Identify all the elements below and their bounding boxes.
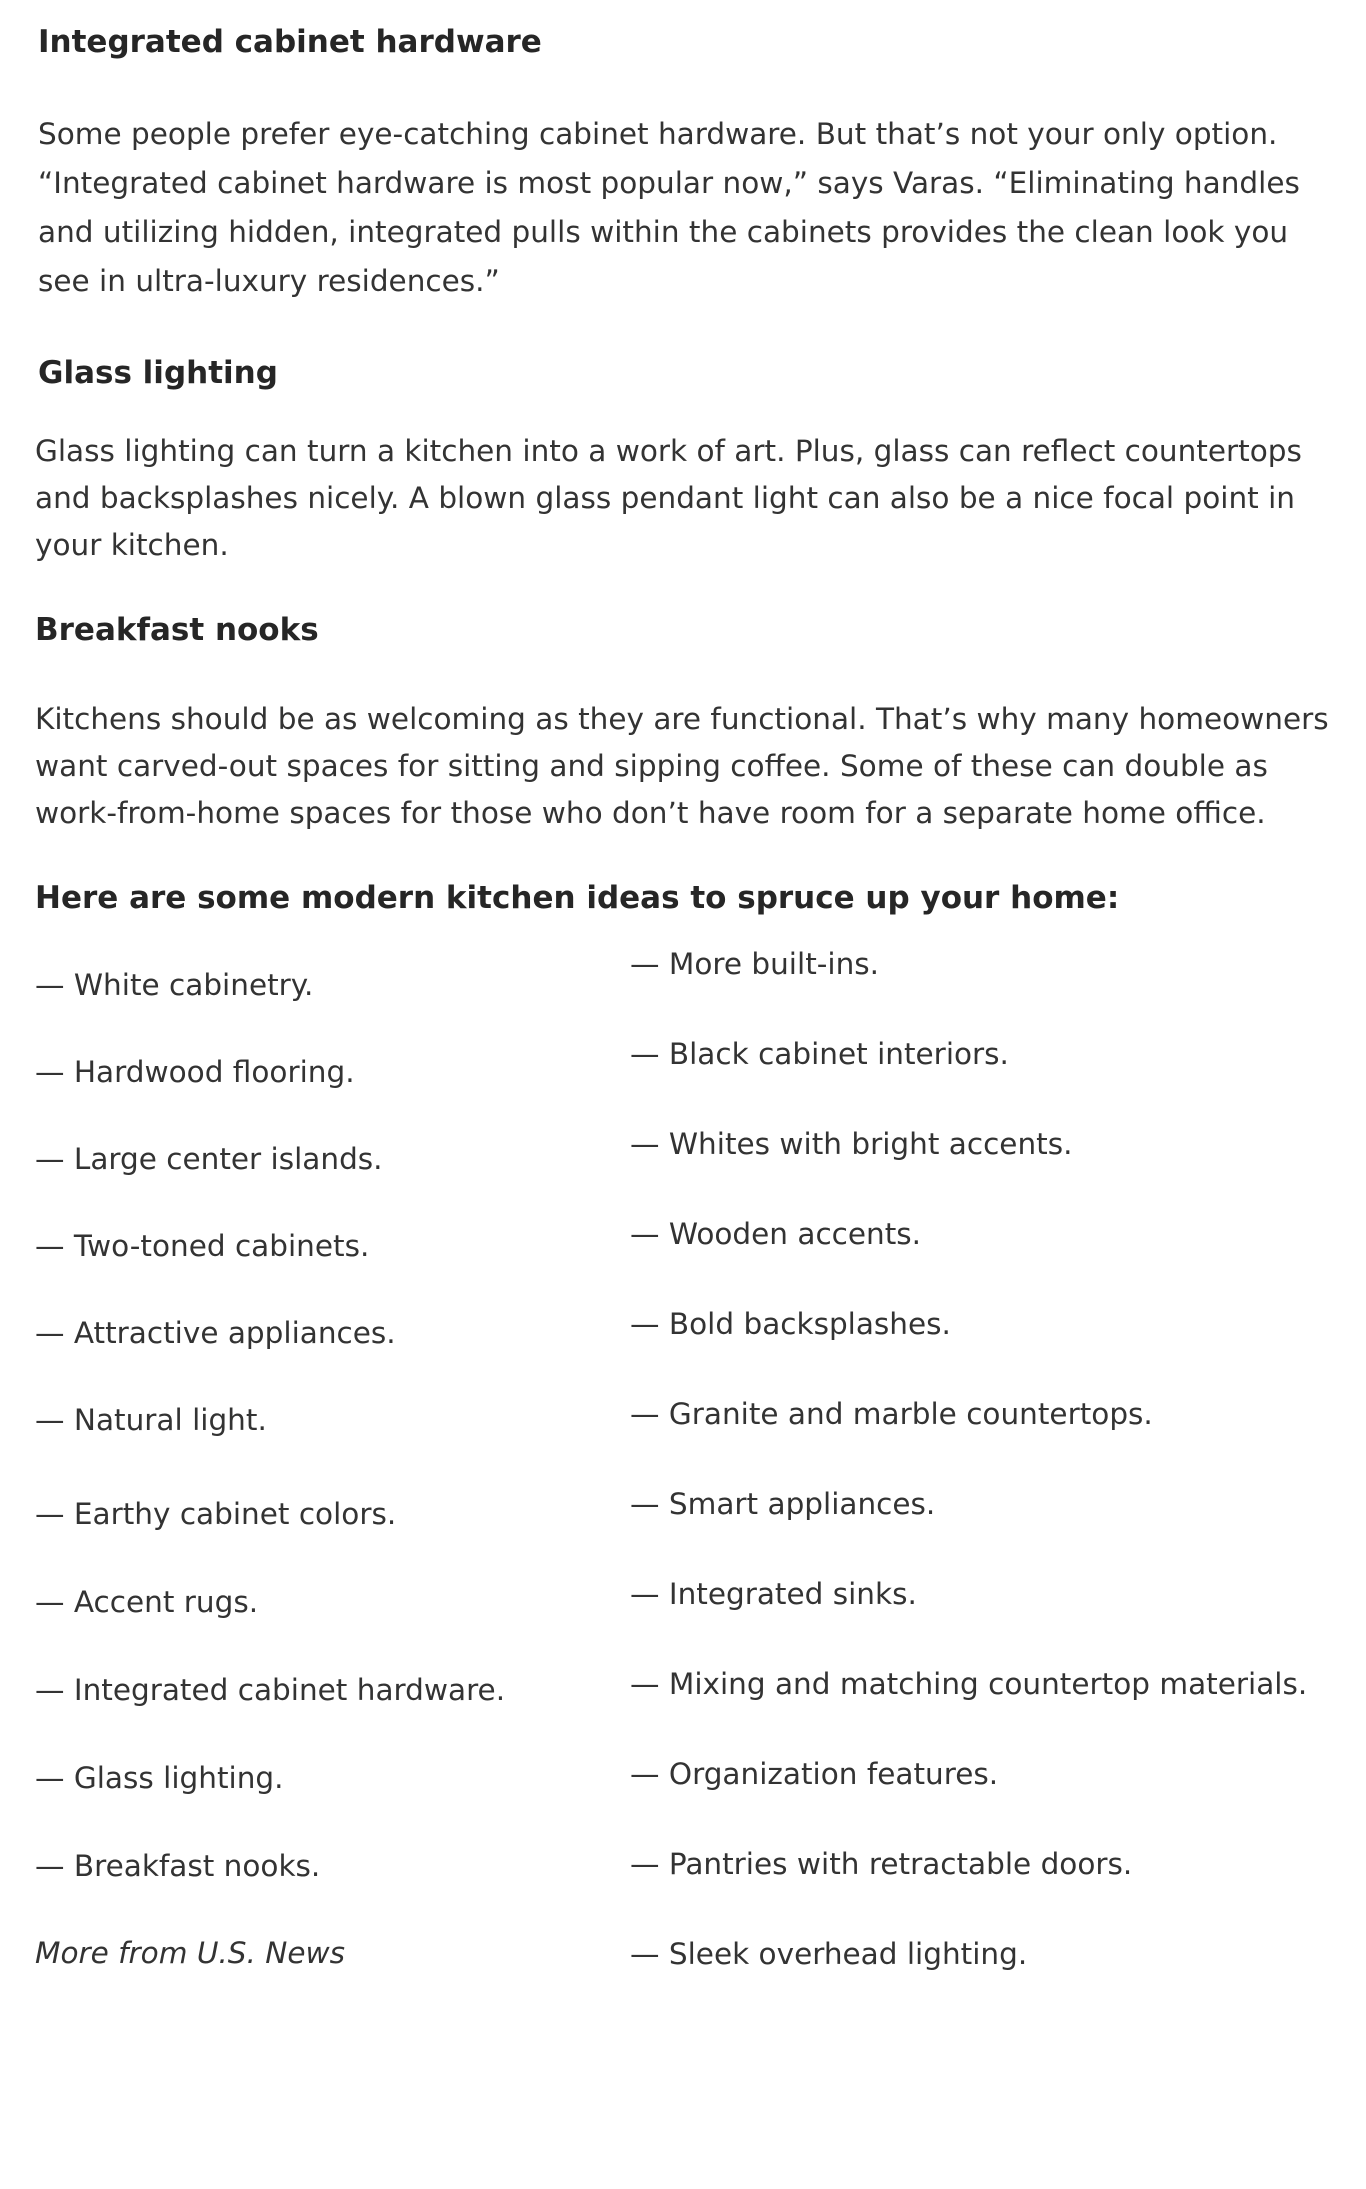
paragraph-line: “Integrated cabinet hardware is most popular now,” says Varas. “Eliminating handles xyxy=(38,166,1300,200)
list-item: — Organization features. xyxy=(630,1757,999,1791)
list-item: — Mixing and matching countertop materials. xyxy=(630,1667,1308,1701)
list-item: — Breakfast nooks. xyxy=(35,1849,321,1883)
list-item: — More built-ins. xyxy=(630,947,880,981)
list-item: — Wooden accents. xyxy=(630,1217,922,1251)
more-from-link[interactable]: More from U.S. News xyxy=(35,1936,345,1970)
list-item: — Granite and marble countertops. xyxy=(630,1397,1153,1431)
list-item: — Black cabinet interiors. xyxy=(630,1037,1009,1071)
list-item: — Large center islands. xyxy=(35,1142,383,1176)
list-item: — Whites with bright accents. xyxy=(630,1127,1073,1161)
paragraph-line: your kitchen. xyxy=(35,528,229,562)
paragraph-line: Kitchens should be as welcoming as they are functional. That’s why many homeowners xyxy=(35,702,1329,736)
list-item: — Bold backsplashes. xyxy=(630,1307,951,1341)
paragraph-line: work-from-home spaces for those who don’t have room for a separate home office. xyxy=(35,796,1266,830)
paragraph-line: and utilizing hidden, integrated pulls within the cabinets provides the clean look you xyxy=(38,215,1289,249)
paragraph-line: see in ultra-luxury residences.” xyxy=(38,264,500,298)
paragraph-line: and backsplashes nicely. A blown glass pendant light can also be a nice focal point in xyxy=(35,481,1295,515)
paragraph-line: Some people prefer eye-catching cabinet hardware. But that’s not your only option. xyxy=(38,117,1278,151)
ideas-heading: Here are some modern kitchen ideas to spruce up your home: xyxy=(35,880,1120,916)
section-paragraph-breakfast-nooks xyxy=(35,696,1329,837)
list-item: — Integrated cabinet hardware. xyxy=(35,1673,506,1707)
paragraph-line: Glass lighting can turn a kitchen into a work of art. Plus, glass can reflect countertops xyxy=(35,434,1302,468)
list-item: — Integrated sinks. xyxy=(630,1577,917,1611)
list-item: — Smart appliances. xyxy=(630,1487,936,1521)
section-heading-glass-lighting: Glass lighting xyxy=(38,355,278,391)
section-paragraph-integrated-hardware xyxy=(38,110,1300,306)
paragraph-line: want carved-out spaces for sitting and sipping coffee. Some of these can double as xyxy=(35,749,1268,783)
list-item: — Two-toned cabinets. xyxy=(35,1229,370,1263)
list-item: — Earthy cabinet colors. xyxy=(35,1497,397,1531)
list-item: — Sleek overhead lighting. xyxy=(630,1937,1028,1971)
list-item: — Pantries with retractable doors. xyxy=(630,1847,1133,1881)
list-item: — Hardwood flooring. xyxy=(35,1055,355,1089)
list-item: — Attractive appliances. xyxy=(35,1316,396,1350)
list-item: — White cabinetry. xyxy=(35,968,314,1002)
section-heading-integrated-hardware: Integrated cabinet hardware xyxy=(38,24,542,60)
section-heading-breakfast-nooks: Breakfast nooks xyxy=(35,612,319,648)
list-item: — Accent rugs. xyxy=(35,1585,259,1619)
list-item: — Natural light. xyxy=(35,1403,267,1437)
list-item: — Glass lighting. xyxy=(35,1761,284,1795)
section-paragraph-glass-lighting xyxy=(35,428,1302,569)
